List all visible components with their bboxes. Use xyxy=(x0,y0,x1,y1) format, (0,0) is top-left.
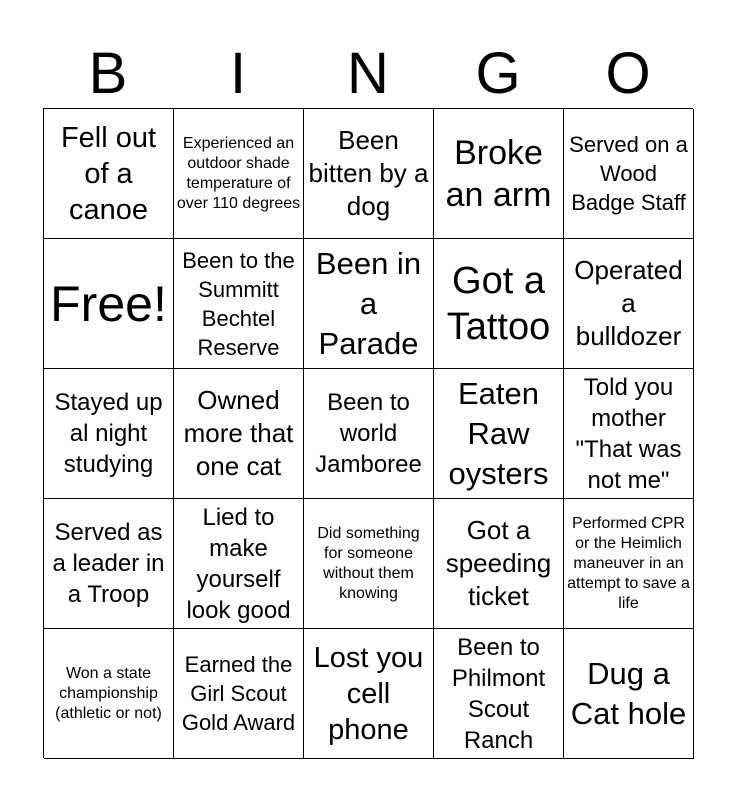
cell-text: Told you mother "That was not me" xyxy=(575,373,682,494)
cell-text: Been to world Jamboree xyxy=(315,389,422,478)
bingo-cell-r1-c4 xyxy=(434,109,564,239)
bingo-cell-r2-c2 xyxy=(174,239,304,369)
header-letter-n: N xyxy=(347,41,389,106)
bingo-cell-r4-c4 xyxy=(434,499,564,629)
bingo-cell-r3-c3 xyxy=(304,369,434,499)
cell-text: Got a Tattoo xyxy=(446,259,551,348)
bingo-cell-r1-c5 xyxy=(564,109,694,239)
bingo-cell-r5-c3 xyxy=(304,629,434,759)
cell-text: Been in a Parade xyxy=(315,245,422,361)
cell-text: Experienced an outdoor shade temperature of over 110 degrees xyxy=(176,134,301,212)
bingo-cell-r2-c5 xyxy=(564,239,694,369)
cell-text: Served as a leader in a Troop xyxy=(52,519,165,608)
cell-text: Served on a Wood Badge Staff xyxy=(569,132,688,215)
cell-text: Free! xyxy=(50,275,167,332)
cell-text: Earned the Girl Scout Gold Award xyxy=(181,652,296,735)
cell-text: Eaten Raw oysters xyxy=(448,375,549,491)
cell-text: Dug a Cat hole xyxy=(570,655,687,731)
cell-text: Performed CPR or the Heimlich maneuver in an attempt to save a life xyxy=(567,514,690,612)
cell-text: Been to Philmont Scout Ranch xyxy=(451,633,546,754)
header-letter-i: I xyxy=(229,41,247,106)
bingo-cell-r4-c2 xyxy=(174,499,304,629)
bingo-cell-r1-c3 xyxy=(304,109,434,239)
cell-text: Broke an arm xyxy=(445,133,552,214)
cell-text: Been bitten by a dog xyxy=(308,125,429,221)
header-letter-b: B xyxy=(88,41,128,106)
bingo-cell-r4-c3 xyxy=(304,499,434,629)
cell-text: Operated a bulldozer xyxy=(574,255,683,351)
bingo-board xyxy=(43,108,693,758)
cell-text: Lost you cell phone xyxy=(313,641,424,746)
cell-text: Fell out of a canoe xyxy=(60,121,157,226)
cell-text: Owned more that one cat xyxy=(183,385,294,481)
bingo-cell-r5-c2 xyxy=(174,629,304,759)
bingo-header xyxy=(43,40,693,108)
cell-text: Did something for someone without them knowing xyxy=(317,524,420,602)
bingo-cell-r3-c1 xyxy=(44,369,174,499)
bingo-cell-r5-c1 xyxy=(44,629,174,759)
cell-text: Lied to make yourself look good xyxy=(186,503,291,624)
bingo-cell-r4-c5 xyxy=(564,499,694,629)
bingo-cell-r2-c4 xyxy=(434,239,564,369)
bingo-cell-r3-c4 xyxy=(434,369,564,499)
bingo-cell-r5-c5 xyxy=(564,629,694,759)
bingo-cell-r1-c1 xyxy=(44,109,174,239)
bingo-cell-r5-c4 xyxy=(434,629,564,759)
bingo-cell-free xyxy=(44,239,174,369)
cell-text: Been to the Summitt Bechtel Reserve xyxy=(182,247,295,360)
bingo-cell-r3-c5 xyxy=(564,369,694,499)
bingo-cell-r1-c2 xyxy=(174,109,304,239)
cell-text: Got a speeding ticket xyxy=(445,515,552,611)
bingo-cell-r3-c2 xyxy=(174,369,304,499)
header-letter-o: O xyxy=(605,41,651,106)
cell-text: Won a state championship (athletic or not) xyxy=(55,664,162,722)
bingo-cell-r4-c1 xyxy=(44,499,174,629)
cell-text: Stayed up al night studying xyxy=(54,389,163,478)
bingo-cell-r2-c3 xyxy=(304,239,434,369)
header-letter-g: G xyxy=(475,41,521,106)
